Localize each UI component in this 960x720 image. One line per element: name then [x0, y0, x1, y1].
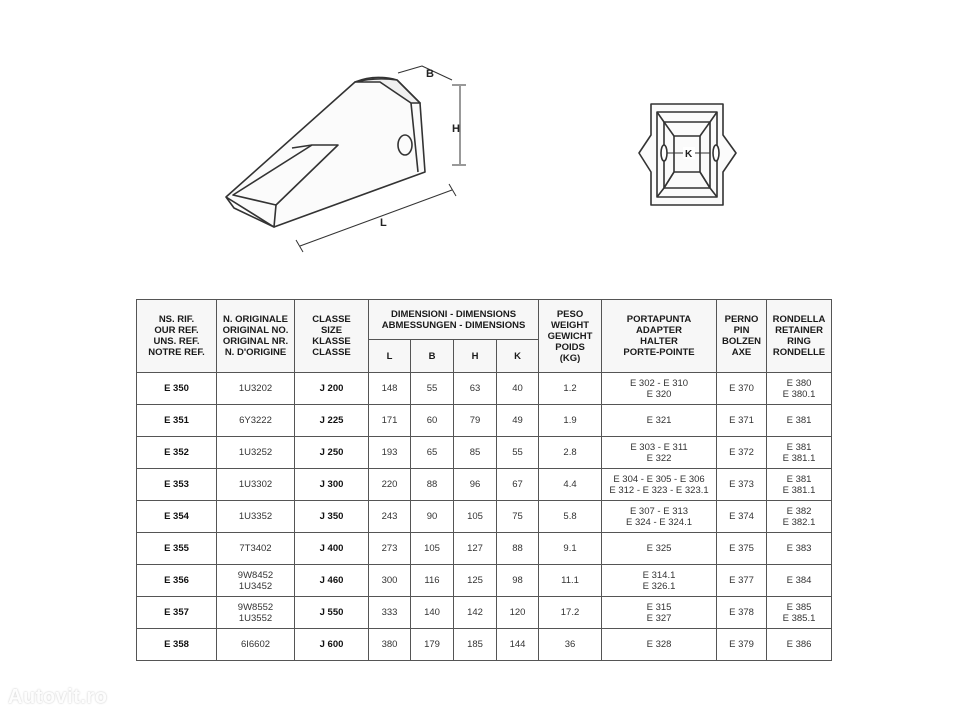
header-dim-k: K — [497, 340, 539, 373]
cell-k: 98 — [497, 565, 539, 597]
cell-pin: E 374 — [717, 501, 767, 533]
specification-table — [136, 299, 832, 661]
cell-retainer: E 384 — [767, 565, 832, 597]
dimension-label-h: H — [452, 123, 460, 135]
table-row — [137, 565, 832, 597]
cell-ref: E 350 — [137, 373, 217, 405]
table-row — [137, 597, 832, 629]
cell-l: 273 — [369, 533, 411, 565]
table-row — [137, 373, 832, 405]
cell-b: 179 — [411, 629, 454, 661]
cell-original: 6Y3222 — [217, 405, 295, 437]
cell-weight: 36 — [539, 629, 602, 661]
cell-l: 220 — [369, 469, 411, 501]
cell-ref: E 356 — [137, 565, 217, 597]
header-dim-h: H — [454, 340, 497, 373]
cell-retainer: E 381 E 381.1 — [767, 437, 832, 469]
dimension-label-l: L — [380, 217, 387, 229]
table-row — [137, 405, 832, 437]
cell-adapter: E 303 - E 311 E 322 — [602, 437, 717, 469]
cell-b: 55 — [411, 373, 454, 405]
cell-class: J 250 — [295, 437, 369, 469]
cell-b: 105 — [411, 533, 454, 565]
cell-h: 63 — [454, 373, 497, 405]
cell-h: 96 — [454, 469, 497, 501]
cell-ref: E 353 — [137, 469, 217, 501]
cell-k: 88 — [497, 533, 539, 565]
cell-h: 185 — [454, 629, 497, 661]
cell-weight: 5.8 — [539, 501, 602, 533]
cell-pin: E 371 — [717, 405, 767, 437]
cell-h: 105 — [454, 501, 497, 533]
cell-pin: E 373 — [717, 469, 767, 501]
cell-adapter: E 315 E 327 — [602, 597, 717, 629]
cell-h: 142 — [454, 597, 497, 629]
header-adapter: PORTAPUNTA ADAPTER HALTER PORTE-POINTE — [602, 300, 717, 373]
cell-retainer: E 386 — [767, 629, 832, 661]
cell-class: J 460 — [295, 565, 369, 597]
cell-k: 67 — [497, 469, 539, 501]
cell-l: 148 — [369, 373, 411, 405]
header-ref: NS. RIF. OUR REF. UNS. REF. NOTRE REF. — [137, 300, 217, 373]
cell-b: 88 — [411, 469, 454, 501]
cell-original: 1U3202 — [217, 373, 295, 405]
cell-original: 9W8552 1U3552 — [217, 597, 295, 629]
cell-weight: 11.1 — [539, 565, 602, 597]
cell-l: 300 — [369, 565, 411, 597]
cell-k: 55 — [497, 437, 539, 469]
cell-class: J 200 — [295, 373, 369, 405]
cell-class: J 350 — [295, 501, 369, 533]
cell-adapter: E 321 — [602, 405, 717, 437]
cell-class: J 550 — [295, 597, 369, 629]
cell-ref: E 355 — [137, 533, 217, 565]
table-row — [137, 629, 832, 661]
cell-original: 9W8452 1U3452 — [217, 565, 295, 597]
table-row — [137, 437, 832, 469]
cell-adapter: E 302 - E 310 E 320 — [602, 373, 717, 405]
cell-weight: 1.9 — [539, 405, 602, 437]
cell-weight: 2.8 — [539, 437, 602, 469]
watermark: Autovit.ro — [8, 686, 108, 708]
cell-b: 140 — [411, 597, 454, 629]
cell-l: 193 — [369, 437, 411, 469]
cell-b: 116 — [411, 565, 454, 597]
cell-ref: E 358 — [137, 629, 217, 661]
cell-b: 60 — [411, 405, 454, 437]
header-retainer: RONDELLA RETAINER RING RONDELLE — [767, 300, 832, 373]
cell-h: 85 — [454, 437, 497, 469]
cell-class: J 300 — [295, 469, 369, 501]
cell-adapter: E 328 — [602, 629, 717, 661]
header-dim-b: B — [411, 340, 454, 373]
cell-weight: 1.2 — [539, 373, 602, 405]
cell-pin: E 372 — [717, 437, 767, 469]
cell-k: 75 — [497, 501, 539, 533]
cell-l: 333 — [369, 597, 411, 629]
cell-b: 90 — [411, 501, 454, 533]
cell-pin: E 377 — [717, 565, 767, 597]
cell-l: 243 — [369, 501, 411, 533]
header-pin: PERNO PIN BOLZEN AXE — [717, 300, 767, 373]
cell-k: 49 — [497, 405, 539, 437]
cell-class: J 225 — [295, 405, 369, 437]
bucket-tooth-side-view — [226, 66, 466, 252]
cell-k: 144 — [497, 629, 539, 661]
cell-l: 171 — [369, 405, 411, 437]
cell-weight: 4.4 — [539, 469, 602, 501]
cell-h: 125 — [454, 565, 497, 597]
table-row — [137, 533, 832, 565]
cell-retainer: E 382 E 382.1 — [767, 501, 832, 533]
header-weight: PESO WEIGHT GEWICHT POIDS (KG) — [539, 300, 602, 373]
cell-adapter: E 314.1 E 326.1 — [602, 565, 717, 597]
cell-ref: E 357 — [137, 597, 217, 629]
cell-original: 7T3402 — [217, 533, 295, 565]
cell-retainer: E 380 E 380.1 — [767, 373, 832, 405]
dimension-label-b: B — [426, 68, 434, 80]
table-row — [137, 469, 832, 501]
cell-l: 380 — [369, 629, 411, 661]
cell-ref: E 352 — [137, 437, 217, 469]
cell-ref: E 354 — [137, 501, 217, 533]
cell-original: 1U3302 — [217, 469, 295, 501]
table-row — [137, 501, 832, 533]
cell-ref: E 351 — [137, 405, 217, 437]
cell-original: 6I6602 — [217, 629, 295, 661]
header-dimensions: DIMENSIONI - DIMENSIONS ABMESSUNGEN - DIMENSIONS — [369, 300, 539, 340]
cell-class: J 600 — [295, 629, 369, 661]
cell-pin: E 379 — [717, 629, 767, 661]
cell-original: 1U3352 — [217, 501, 295, 533]
cell-weight: 17.2 — [539, 597, 602, 629]
cell-pin: E 375 — [717, 533, 767, 565]
cell-pin: E 378 — [717, 597, 767, 629]
cell-h: 79 — [454, 405, 497, 437]
cell-class: J 400 — [295, 533, 369, 565]
cell-original: 1U3252 — [217, 437, 295, 469]
cell-retainer: E 381 E 381.1 — [767, 469, 832, 501]
tooth-drawing — [0, 0, 960, 300]
header-class: CLASSE SIZE KLASSE CLASSE — [295, 300, 369, 373]
cell-pin: E 370 — [717, 373, 767, 405]
cell-b: 65 — [411, 437, 454, 469]
cell-h: 127 — [454, 533, 497, 565]
cell-weight: 9.1 — [539, 533, 602, 565]
cell-retainer: E 385 E 385.1 — [767, 597, 832, 629]
cell-k: 40 — [497, 373, 539, 405]
cell-retainer: E 381 — [767, 405, 832, 437]
cell-k: 120 — [497, 597, 539, 629]
cell-adapter: E 325 — [602, 533, 717, 565]
cell-adapter: E 304 - E 305 - E 306 E 312 - E 323 - E 323.1 — [602, 469, 717, 501]
cell-adapter: E 307 - E 313 E 324 - E 324.1 — [602, 501, 717, 533]
header-original: N. ORIGINALE ORIGINAL NO. ORIGINAL NR. N. D'ORIGINE — [217, 300, 295, 373]
cell-retainer: E 383 — [767, 533, 832, 565]
header-dim-l: L — [369, 340, 411, 373]
dimension-label-k: K — [685, 149, 693, 160]
